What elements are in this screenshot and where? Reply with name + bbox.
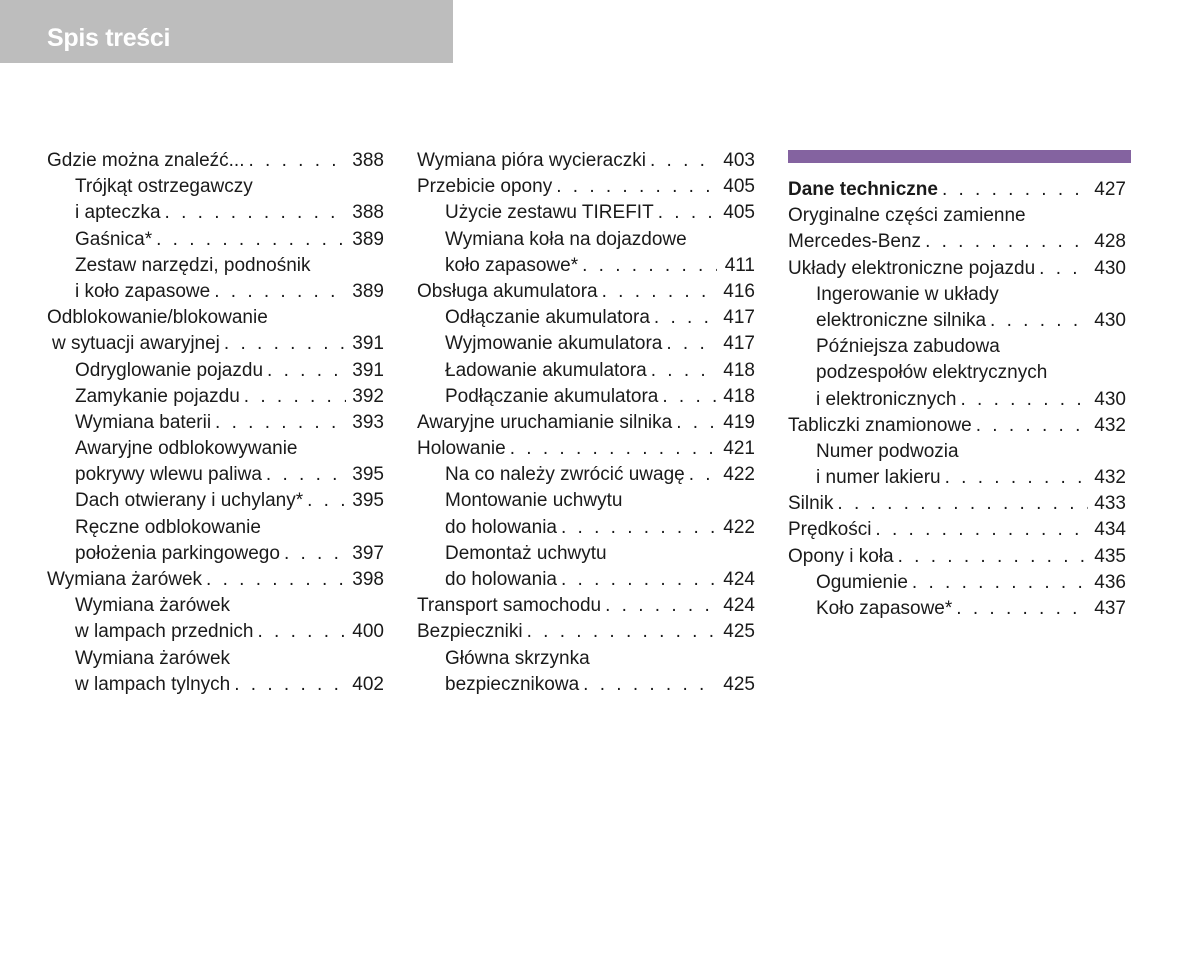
toc-entry-title: do holowania xyxy=(445,516,557,538)
dot-leader xyxy=(898,544,1088,570)
toc-entry[interactable] xyxy=(788,544,1126,570)
dot-leader xyxy=(583,672,717,698)
dot-leader xyxy=(960,387,1088,413)
toc-entry[interactable] xyxy=(417,436,755,462)
toc-entry-title: Ogumienie xyxy=(816,571,908,593)
toc-page-number: 435 xyxy=(1094,545,1126,567)
dot-leader xyxy=(990,308,1088,334)
toc-entry-title: pokrywy wlewu paliwa xyxy=(75,464,262,486)
toc-entry[interactable] xyxy=(788,517,1126,543)
toc-entry-title: w lampach przednich xyxy=(75,621,254,643)
toc-entry[interactable] xyxy=(788,334,1126,413)
dot-leader xyxy=(284,541,346,567)
toc-page-number: 430 xyxy=(1094,257,1126,279)
toc-page-number: 391 xyxy=(352,333,384,355)
toc-page-number: 405 xyxy=(723,202,755,224)
toc-entry-title: Oryginalne części zamienne xyxy=(788,205,1026,227)
toc-entry-title: Odłączanie akumulatora xyxy=(445,307,650,329)
toc-entry-title: Koło zapasowe* xyxy=(816,598,953,619)
dot-leader xyxy=(206,567,346,593)
toc-entry-title: Wymiana baterii xyxy=(75,411,212,433)
toc-page-number: 425 xyxy=(723,621,755,643)
toc-page-number: 417 xyxy=(723,307,755,329)
toc-entry-title: Gaśnica* xyxy=(75,228,153,250)
toc-entry[interactable] xyxy=(417,331,755,357)
section-accent-bar xyxy=(788,150,1131,163)
toc-page-number: 433 xyxy=(1094,493,1126,515)
toc-entry-title: Trójkąt ostrzegawczy xyxy=(75,176,253,198)
dot-leader xyxy=(582,253,717,279)
toc-entry[interactable] xyxy=(47,384,384,410)
toc-entry[interactable] xyxy=(417,593,755,619)
toc-entry-title: Wyjmowanie akumulatora xyxy=(445,333,663,355)
dot-leader xyxy=(561,515,717,541)
toc-page-number: 419 xyxy=(723,411,755,433)
toc-page-number: 422 xyxy=(723,464,755,486)
toc-entry[interactable] xyxy=(788,203,1126,255)
dot-leader xyxy=(307,488,346,514)
toc-page-number: 418 xyxy=(723,359,755,381)
dot-leader xyxy=(912,570,1088,596)
toc-entry-title: Podłączanie akumulatora xyxy=(445,385,659,407)
toc-entry[interactable] xyxy=(417,410,755,436)
dot-leader xyxy=(976,413,1088,439)
dot-leader xyxy=(248,148,346,174)
toc-entry-title: Odryglowanie pojazdu xyxy=(75,359,264,381)
toc-entry-title: Ingerowanie w układy xyxy=(816,283,999,305)
toc-entry[interactable] xyxy=(417,646,755,698)
toc-entry-title: Wymiana koła na dojazdowe xyxy=(445,228,687,250)
toc-entry-title: i numer lakieru xyxy=(816,467,941,489)
toc-entry-title: Gdzie można znaleźć... xyxy=(47,150,245,171)
toc-page-number: 393 xyxy=(352,411,384,433)
toc-entry-title: Główna skrzynka xyxy=(445,647,590,669)
toc-entry[interactable] xyxy=(788,491,1126,517)
toc-entry-title: Holowanie xyxy=(417,438,506,460)
dot-leader xyxy=(1039,256,1088,282)
toc-page-number: 416 xyxy=(723,280,755,302)
toc-entry[interactable] xyxy=(47,410,384,436)
toc-page-number: 418 xyxy=(723,385,755,407)
toc-page-number: 395 xyxy=(352,464,384,486)
toc-entry-title: Wymiana żarówek xyxy=(75,647,231,669)
dot-leader xyxy=(654,305,717,331)
page-title: Spis treści xyxy=(47,24,171,52)
toc-entry[interactable] xyxy=(47,436,384,488)
dot-leader xyxy=(527,619,717,645)
toc-entry[interactable] xyxy=(417,200,755,226)
toc-page-number: 425 xyxy=(723,673,755,695)
toc-page-number: 430 xyxy=(1094,309,1126,331)
toc-entry-title: Silnik xyxy=(788,493,834,515)
toc-entry-title: elektroniczne silnika xyxy=(816,309,987,331)
toc-column-2 xyxy=(417,148,755,698)
toc-entry-title: bezpiecznikowa xyxy=(445,673,580,695)
toc-entry-title: koło zapasowe* xyxy=(445,254,579,276)
toc-page-number: 389 xyxy=(352,280,384,302)
toc-entry[interactable] xyxy=(788,177,1126,203)
dot-leader xyxy=(224,331,346,357)
toc-page-number: 411 xyxy=(724,254,755,276)
toc-page-number: 403 xyxy=(723,150,755,171)
dot-leader xyxy=(266,462,346,488)
toc-page-number: 398 xyxy=(352,569,384,590)
toc-entry-title: Demontaż uchwytu xyxy=(445,542,607,564)
toc-entry-title: Bezpieczniki xyxy=(417,621,523,643)
toc-entry-title: Zamykanie pojazdu xyxy=(75,385,240,407)
toc-entry-title: Tabliczki znamionowe xyxy=(788,414,972,436)
dot-leader xyxy=(257,619,346,645)
toc-entry[interactable] xyxy=(47,227,384,253)
toc-entry-title: Wymiana żarówek xyxy=(75,595,231,617)
toc-page-number: 421 xyxy=(723,438,755,460)
dot-leader xyxy=(658,200,717,226)
dot-leader xyxy=(689,462,717,488)
toc-page-number: 392 xyxy=(352,385,384,407)
toc-entry-title: i koło zapasowe xyxy=(75,280,211,302)
toc-entry-title: Na co należy zwrócić uwagę xyxy=(445,464,685,486)
toc-entry[interactable] xyxy=(47,646,384,698)
toc-entry[interactable] xyxy=(47,174,384,226)
dot-leader xyxy=(651,358,717,384)
toc-entry[interactable] xyxy=(417,279,755,305)
toc-page-number: 424 xyxy=(723,569,755,590)
toc-entry[interactable] xyxy=(47,488,384,514)
toc-entry-title: Transport samochodu xyxy=(417,595,602,617)
toc-entry-title: w sytuacji awaryjnej xyxy=(52,333,220,355)
dot-leader xyxy=(837,491,1088,517)
toc-page-number: 395 xyxy=(352,490,384,512)
toc-entry-title: w lampach tylnych xyxy=(75,673,231,695)
toc-page-number: 391 xyxy=(352,359,384,381)
dot-leader xyxy=(875,517,1088,543)
toc-entry-title: Awaryjne odblokowywanie xyxy=(75,438,298,460)
toc-entry[interactable] xyxy=(788,439,1126,491)
toc-entry[interactable] xyxy=(417,174,755,200)
dot-leader xyxy=(925,229,1088,255)
toc-entry[interactable] xyxy=(47,515,384,567)
dot-leader xyxy=(605,593,717,619)
toc-entry-title: Układy elektroniczne pojazdu xyxy=(788,257,1036,279)
dot-leader xyxy=(510,436,717,462)
dot-leader xyxy=(666,331,717,357)
toc-page-number: 389 xyxy=(352,228,384,250)
toc-page-number: 437 xyxy=(1094,598,1126,619)
toc-column-1 xyxy=(47,148,384,698)
toc-entry[interactable] xyxy=(47,358,384,384)
toc-entry-title: Ręczne odblokowanie xyxy=(75,516,261,538)
toc-entry-title: Wymiana żarówek xyxy=(47,569,203,590)
toc-entry[interactable] xyxy=(47,593,384,645)
toc-entry-title: Awaryjne uruchamianie silnika xyxy=(417,411,673,433)
toc-entry[interactable] xyxy=(417,462,755,488)
toc-entry-title: podzespołów elektrycznych xyxy=(816,362,1048,384)
toc-page-number: 388 xyxy=(352,150,384,171)
toc-page-number: 432 xyxy=(1094,414,1126,436)
toc-entry-title: Użycie zestawu TIREFIT xyxy=(445,202,654,224)
dot-leader xyxy=(244,384,346,410)
toc-entry-title: Zestaw narzędzi, podnośnik xyxy=(75,254,311,276)
toc-entry[interactable] xyxy=(47,148,384,174)
dot-leader xyxy=(214,279,346,305)
dot-leader xyxy=(165,200,346,226)
dot-leader xyxy=(215,410,346,436)
toc-page-number: 424 xyxy=(723,595,755,617)
toc-entry-title: Numer podwozia xyxy=(816,440,959,462)
toc-page-number: 405 xyxy=(723,176,755,198)
dot-leader xyxy=(945,465,1088,491)
toc-page-number: 428 xyxy=(1094,231,1126,253)
toc-page-number: 402 xyxy=(352,673,384,695)
toc-entry-title: Ładowanie akumulatora xyxy=(445,359,647,381)
dot-leader xyxy=(676,410,717,436)
toc-page-number: 397 xyxy=(352,542,384,564)
toc-entry-title: Dane techniczne xyxy=(788,179,938,200)
toc-entry-title: Późniejsza zabudowa xyxy=(816,336,1000,358)
toc-entry[interactable] xyxy=(417,148,755,174)
toc-page-number: 422 xyxy=(723,516,755,538)
toc-entry-title: Mercedes-Benz xyxy=(788,231,922,253)
toc-page-number: 427 xyxy=(1094,179,1126,200)
toc-page-number: 432 xyxy=(1094,467,1126,489)
toc-entry-title: i elektronicznych xyxy=(816,388,957,410)
toc-entry[interactable] xyxy=(47,305,384,357)
toc-entry-title: położenia parkingowego xyxy=(75,542,280,564)
toc-entry-title: Opony i koła xyxy=(788,545,894,567)
toc-entry-title: do holowania xyxy=(445,569,557,590)
toc-page-number: 400 xyxy=(352,621,384,643)
toc-entry[interactable] xyxy=(417,488,755,540)
toc-entry[interactable] xyxy=(788,570,1126,596)
dot-leader xyxy=(561,567,717,593)
toc-entry[interactable] xyxy=(788,282,1126,334)
dot-leader xyxy=(662,384,717,410)
dot-leader xyxy=(956,596,1088,622)
toc-entry[interactable] xyxy=(417,384,755,410)
toc-entry-title: Przebicie opony xyxy=(417,176,553,198)
dot-leader xyxy=(602,279,717,305)
dot-leader xyxy=(650,148,717,174)
toc-entry[interactable] xyxy=(788,596,1126,622)
dot-leader xyxy=(267,358,346,384)
toc-entry-title: Odblokowanie/blokowanie xyxy=(47,307,268,329)
dot-leader xyxy=(556,174,717,200)
toc-page-number: 430 xyxy=(1094,388,1126,410)
toc-page-number: 436 xyxy=(1094,571,1126,593)
toc-entry[interactable] xyxy=(417,541,755,593)
toc-entry-title: i apteczka xyxy=(75,202,161,224)
dot-leader xyxy=(942,177,1088,203)
toc-page-number: 417 xyxy=(723,333,755,355)
toc-entry[interactable] xyxy=(47,567,384,593)
toc-entry[interactable] xyxy=(417,619,755,645)
toc-page-number: 388 xyxy=(352,202,384,224)
toc-entry[interactable] xyxy=(788,413,1126,439)
toc-entry-title: Obsługa akumulatora xyxy=(417,280,598,302)
toc-entry-title: Montowanie uchwytu xyxy=(445,490,623,512)
toc-column-3 xyxy=(788,150,1126,622)
toc-entry[interactable] xyxy=(788,256,1126,282)
toc-page-number: 434 xyxy=(1094,519,1126,541)
toc-entry-title: Wymiana pióra wycieraczki xyxy=(417,150,646,171)
toc-entry[interactable] xyxy=(417,358,755,384)
toc-entry[interactable] xyxy=(417,305,755,331)
toc-entry[interactable] xyxy=(417,227,755,279)
toc-entry-title: Prędkości xyxy=(788,519,872,541)
toc-entry-title: Dach otwierany i uchylany* xyxy=(75,490,304,512)
dot-leader xyxy=(156,227,346,253)
toc-entry[interactable] xyxy=(47,253,384,305)
dot-leader xyxy=(234,672,346,698)
